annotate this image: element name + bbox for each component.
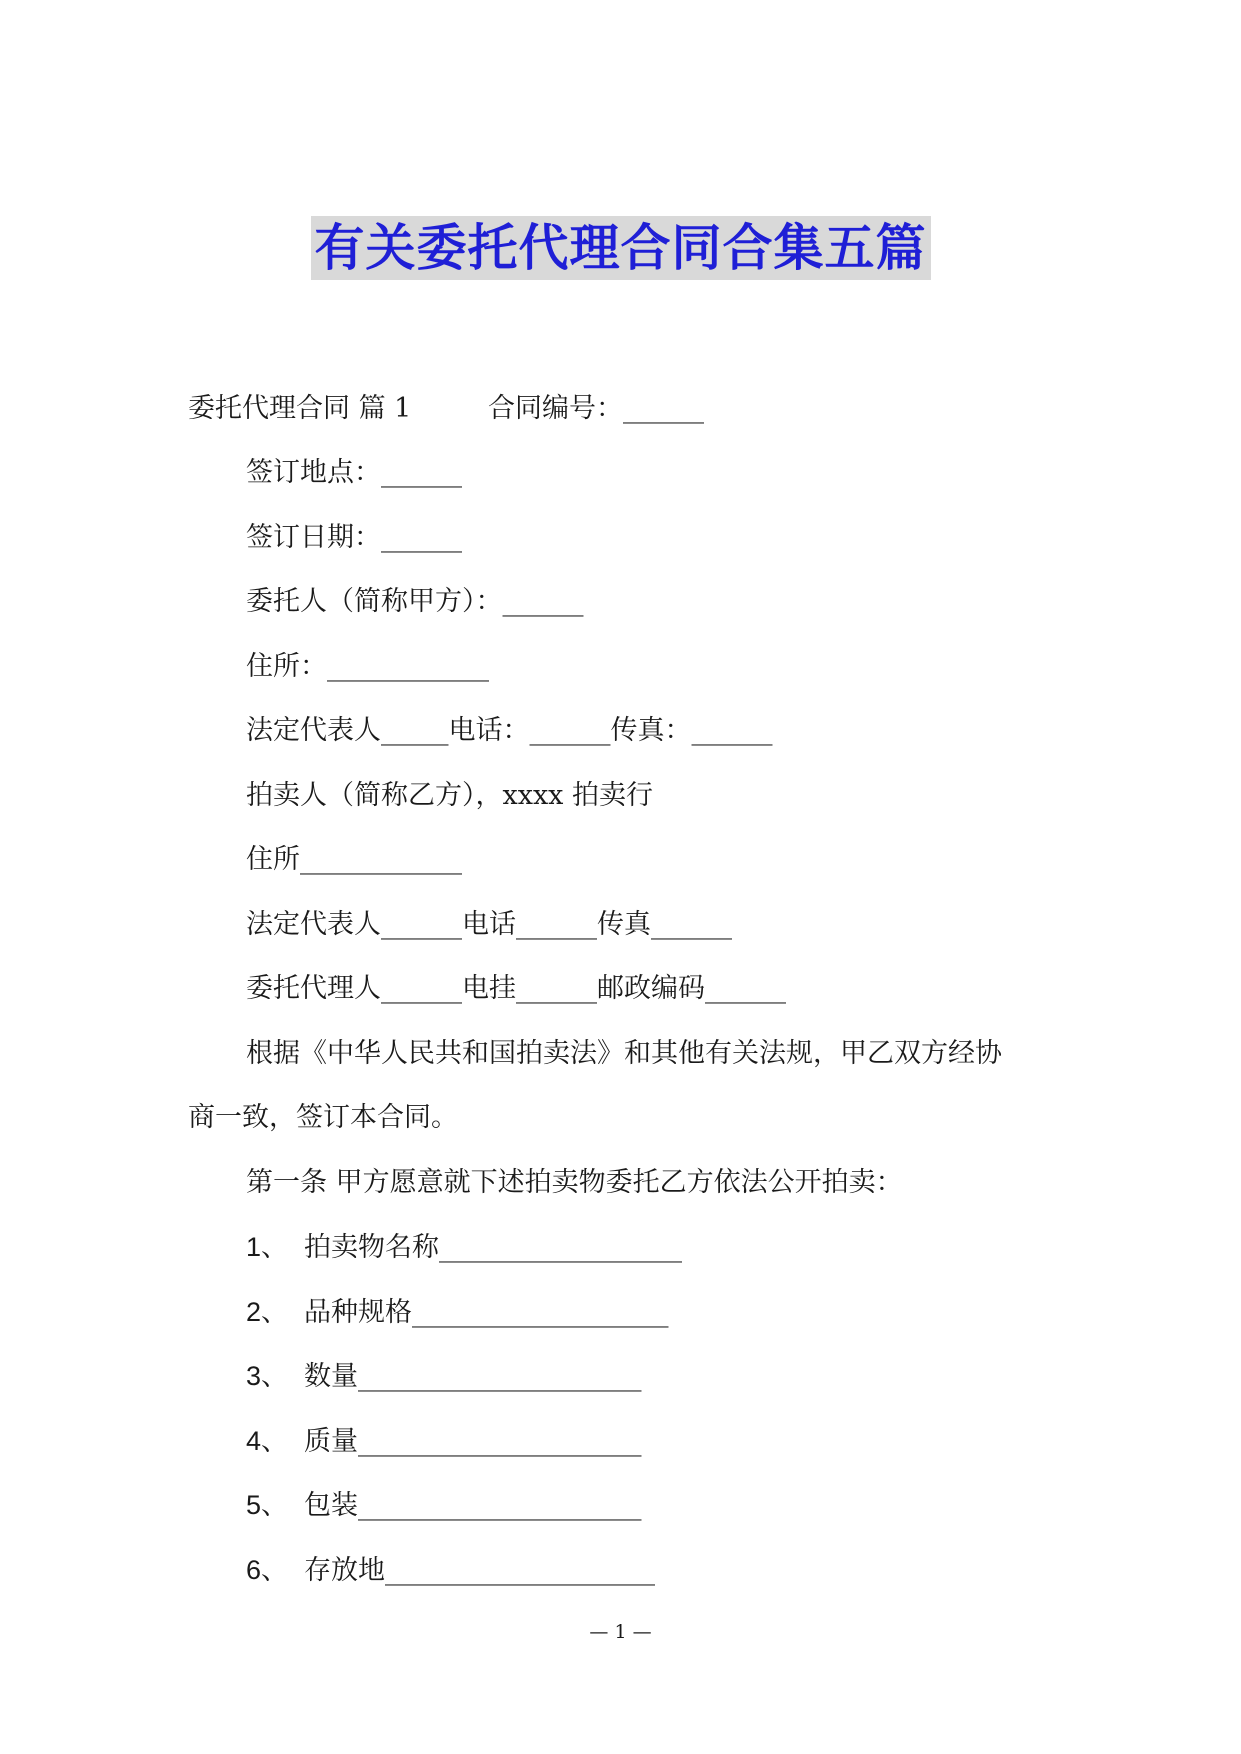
list-item <box>246 1487 642 1524</box>
list-item-text: 品种规格___________________ <box>304 1297 669 1328</box>
signing-date: 签订日期：______ <box>246 522 462 553</box>
title-container <box>0 216 1241 280</box>
principal-representative: 法定代表人_____电话：______传真：______ <box>246 715 773 746</box>
list-item <box>246 1552 655 1589</box>
auctioneer-address: 住所____________ <box>246 844 462 875</box>
list-item-number: 2、 <box>246 1297 289 1327</box>
list-item-number: 6、 <box>246 1555 289 1585</box>
document-title: 有关委托代理合同合集五篇 <box>311 216 931 280</box>
list-item-text: 拍卖物名称__________________ <box>304 1232 682 1263</box>
article-1: 第一条 甲方愿意就下述拍卖物委托乙方依法公开拍卖： <box>246 1167 903 1198</box>
paragraph-line-1: 根据《中华人民共和国拍卖法》和其他有关法规，甲乙双方经协 <box>246 1038 1002 1069</box>
paragraph-line-2: 商一致，签订本合同。 <box>188 1102 458 1133</box>
list-item <box>246 1423 642 1460</box>
list-item <box>246 1294 669 1331</box>
list-item-number: 4、 <box>246 1426 289 1456</box>
principal-address: 住所：____________ <box>246 651 489 682</box>
principal: 委托人（简称甲方）：______ <box>246 586 584 617</box>
list-item-text: 数量_____________________ <box>304 1361 642 1392</box>
auctioneer-representative: 法定代表人______电话______传真______ <box>246 909 732 940</box>
page-number: — 1 — <box>589 1621 652 1643</box>
list-item-number: 3、 <box>246 1361 289 1391</box>
authorized-agent: 委托代理人______电挂______邮政编码______ <box>246 973 786 1004</box>
list-item-text: 包装_____________________ <box>304 1490 642 1521</box>
signing-place: 签订地点：______ <box>246 457 462 488</box>
list-item <box>246 1229 682 1266</box>
contract-header-left: 委托代理合同 篇 1 <box>188 393 412 424</box>
contract-number: 合同编号：______ <box>488 393 704 424</box>
list-item-number: 1、 <box>246 1232 289 1262</box>
list-item <box>246 1358 642 1395</box>
list-item-number: 5、 <box>246 1490 289 1520</box>
list-item-text: 存放地____________________ <box>304 1555 655 1586</box>
list-item-text: 质量_____________________ <box>304 1426 642 1457</box>
auctioneer: 拍卖人（简称乙方），xxxx 拍卖行 <box>246 780 653 811</box>
